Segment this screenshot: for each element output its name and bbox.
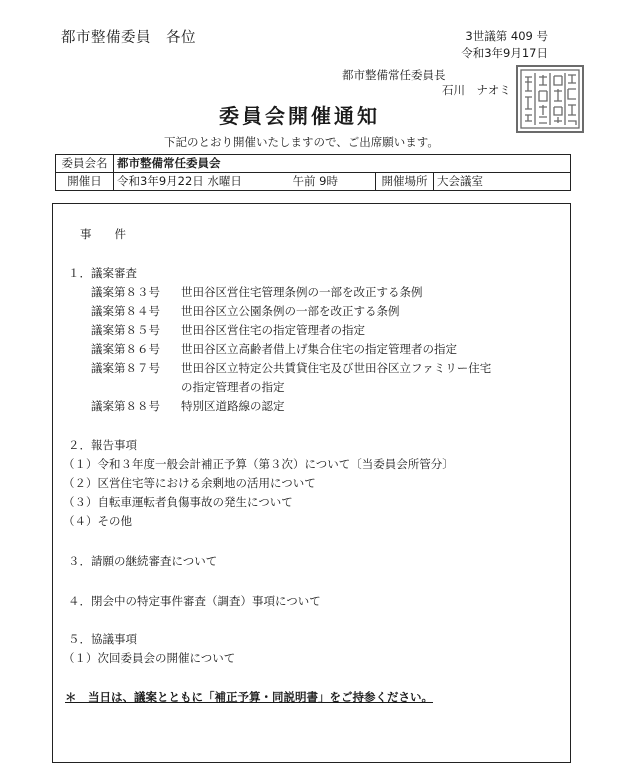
date-row xyxy=(56,173,571,191)
bill-number: 議案第８６号 xyxy=(91,342,160,356)
bill-title-continued: の指定管理者の指定 xyxy=(181,380,285,394)
report-item: （４）その他 xyxy=(63,514,132,528)
seal-graphic xyxy=(518,67,582,131)
bill-title: 特別区道路線の認定 xyxy=(181,399,285,413)
meeting-info-table xyxy=(55,154,571,191)
official-seal xyxy=(516,65,584,133)
reminder-note: ＊ 当日は、議案とともに「補正予算・同説明書」をご持参ください。 xyxy=(65,690,433,704)
time-value: 午前 9時 xyxy=(290,173,376,191)
place-value: 大会議室 xyxy=(434,173,571,191)
section-title: ４．閉会中の特定事件審査（調査）事項について xyxy=(68,594,321,608)
bill-title: 世田谷区立公園条例の一部を改正する条例 xyxy=(181,304,400,318)
sender-name: 石川 ナオミ xyxy=(442,83,511,97)
sender-title: 都市整備常任委員長 xyxy=(342,68,446,82)
document-date: 令和3年9月17日 xyxy=(461,46,548,60)
bill-title: 世田谷区立高齢者借上げ集合住宅の指定管理者の指定 xyxy=(181,342,457,356)
report-item: （２）区営住宅等における余剰地の活用について xyxy=(63,476,316,490)
date-label: 開催日 xyxy=(56,173,114,191)
report-item: （１）令和３年度一般会計補正予算（第３次）について〔当委員会所管分〕 xyxy=(63,457,454,471)
committee-label: 委員会名 xyxy=(56,155,114,173)
section-title: ２．報告事項 xyxy=(68,438,137,452)
bill-number: 議案第８３号 xyxy=(91,285,160,299)
bill-number: 議案第８５号 xyxy=(91,323,160,337)
section-title: ５．協議事項 xyxy=(68,632,137,646)
bill-number: 議案第８４号 xyxy=(91,304,160,318)
committee-name: 都市整備常任委員会 xyxy=(114,155,571,173)
bill-number: 議案第８７号 xyxy=(91,361,160,375)
bill-title: 世田谷区立特定公共賃貸住宅及び世田谷区立ファミリー住宅 xyxy=(181,361,492,375)
intro-text: 下記のとおり開催いたしますので、ご出席願います。 xyxy=(164,135,439,149)
section-title: ３．請願の継続審査について xyxy=(68,554,218,568)
addressee: 都市整備委員 各位 xyxy=(61,30,196,46)
agenda-box xyxy=(52,203,571,763)
bill-title: 世田谷区営住宅管理条例の一部を改正する条例 xyxy=(181,285,423,299)
document-number: 3世議第 409 号 xyxy=(465,29,548,43)
bill-title: 世田谷区営住宅の指定管理者の指定 xyxy=(181,323,365,337)
bill-number: 議案第８８号 xyxy=(91,399,160,413)
date-value: 令和3年9月22日 水曜日 xyxy=(114,173,290,191)
report-item: （３）自転車運転者負傷事故の発生について xyxy=(63,495,293,509)
place-label: 開催場所 xyxy=(376,173,434,191)
agenda-heading: 事 件 xyxy=(80,227,126,241)
section-title: １．議案審査 xyxy=(68,266,137,280)
consult-item: （１）次回委員会の開催について xyxy=(63,651,236,665)
page-title: 委員会開催通知 xyxy=(219,104,380,128)
committee-row xyxy=(56,155,571,173)
